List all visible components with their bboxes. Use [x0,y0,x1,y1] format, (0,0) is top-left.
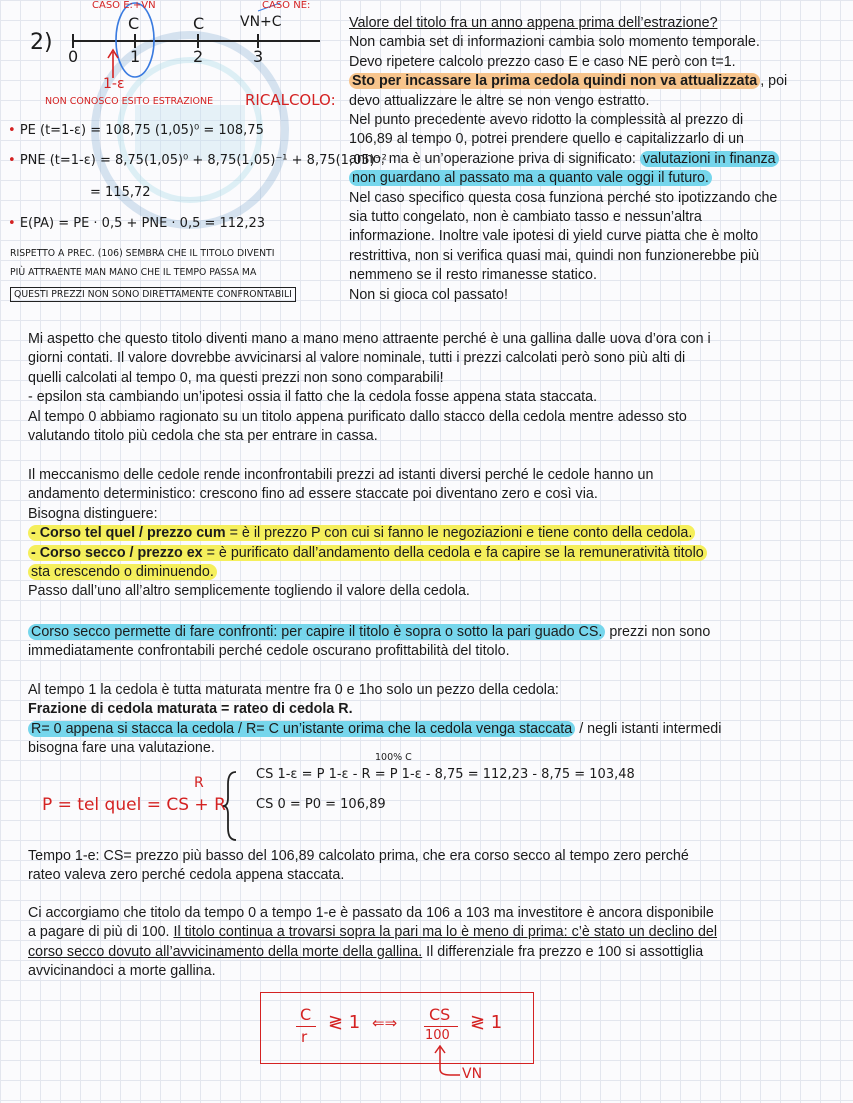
p2-line: Bisogna distinguere: [28,505,158,522]
rc-line-10: Nel caso specifico questa cosa funziona perché sto ipotizzando che [349,189,778,206]
rc-line-7: 106,89 al tempo 0, potrei prendere quello e capitalizzarlo di un [349,131,745,148]
iff-symbol: ⇐⇒ [372,1014,398,1032]
cs0-formula: CS 0 = P0 = 106,89 [256,797,386,812]
recalc-note: RICALCOLO: [245,91,336,109]
mark-bottom-3: 3 [253,47,264,66]
frac-100-den: 100 [425,1028,450,1043]
rel-left: ≷ 1 [328,1012,361,1033]
body-paragraph-5 [28,847,840,886]
p1-line: quelli calcolati al tempo 0, ma questi prezzi non sono comparabili! [28,369,444,386]
p3-line: Corso secco permette di fare confronti: per capire il titolo è sopra o sotto la pari guado CS. prezzi non sono [28,623,840,642]
case-e-label: CASO E:+VN [92,0,156,11]
p2-line: Passo dall’uno all’altro semplicemente togliendo il valore della cedola. [28,583,470,600]
p2-line: andamento deterministico: crescono fino ad essere staccate poi diventano zero e così via. [28,486,598,503]
mark-origin: 0 [68,47,79,66]
p1-line: Mi aspetto che questo titolo diventi mano a mano meno attraente perché è una gallina dalle uova d’ora con i [28,331,711,347]
frac-cs-num: CS [429,1005,451,1024]
p1-line: - epsilon sta cambiando un’ipotesi ossia il fatto che la cedola fosse appena stata staccata. [28,389,598,406]
frac-c-num: C [300,1005,312,1024]
p5-line: Tempo 1-e: CS= prezzo più basso del 106,89 calcolato prima, che era corso secco al tempo zero perché [28,848,689,864]
formula-pe: • PE (t=1-ε) = 108,75 (1,05)⁰ = 108,75 [8,123,264,138]
rc-line-4: Sto per incassare la prima cedola quindi non va attualizzata , poi [349,72,849,91]
cs1-formula: CS 1-ε = P 1-ε - R = P 1-ε - 8,75 = 112,23 - 8,75 = 103,48 [256,767,635,782]
rc-line-9: non guardano al passato ma a quanto vale oggi il futuro. [349,169,849,188]
unknown-outcome-note: NON CONOSCO ESITO ESTRAZIONE [45,96,214,107]
body-paragraph-1 [28,330,840,446]
mark-top-c1: C [128,14,140,33]
p4-line: R= 0 appena si stacca la cedola / R= C un’istante orima che la cedola venga staccata / negli istanti intermedi [28,720,840,739]
formula-pne-result: = 115,72 [90,185,151,200]
rc-line-6: Nel punto precedente avevo ridotto la complessità al prezzo di [349,112,744,129]
mark-top-c2: C [193,14,205,33]
section-number: 2) [30,30,53,55]
p4-line: Frazione di cedola maturata = rateo di cedola R. [28,701,353,718]
p6-line: avvicinandoci a morte gallina. [28,963,216,980]
tel-quel-definition: - Corso tel quel / prezzo cum = è il prezzo P con cui si fanno le negoziazioni e tiene conto della cedola. [28,524,840,543]
p1-line: valutando titolo più cedola che sta per entrare in cassa. [28,428,378,445]
one-minus-eps-label: 1-ε [103,76,125,92]
rel-right: ≷ 1 [470,1012,503,1033]
p2-line: Il meccanismo delle cedole rende inconfrontabili prezzi ad istanti diversi perché le cedole hanno un [28,467,654,483]
rc-line-3: Devo ripetere calcolo prezzo caso E e caso NE però con t=1. [349,53,736,70]
rc-line-2: Non cambia set di informazioni cambia solo momento temporale. [349,34,760,51]
frac-r-den: r [301,1028,308,1046]
body-paragraph-2 [28,466,840,602]
p1-line: giorni contati. Il valore dovrebbe avvicinarsi al valore nominale, tutti i prezzi calcolati però sono più alti di [28,350,686,367]
secco-definition: - Corso secco / prezzo ex = è purificato dall’andamento della cedola e fa capire se la remuneratività titolo [28,544,840,563]
frac-line-right [424,1026,458,1027]
p6-line: corso secco dovuto all’avvicinamento della morte della gallina. Il differenziale fra prezzo e 100 si assottiglia [28,943,704,960]
note-line-2: PIÙ ATTRAENTE MAN MANO CHE IL TEMPO PASSA MA [10,267,257,278]
formula-pne: • PNE (t=1-ε) = 8,75(1,05)⁰ + 8,75(1,05)⁻¹ + 8,75(1,05)⁻² [8,153,387,168]
formula-epa: • E(PA) = PE · 0,5 + PNE · 0,5 = 112,23 [8,216,266,231]
note-line-3: QUESTI PREZZI NON SONO DIRETTAMENTE CONFRONTABILI [10,287,296,302]
mark-bottom-1: 1 [130,47,141,66]
rc-line-15: Non si gioca col passato! [349,286,508,303]
p3-line: immediatamente confrontabili perché cedole oscurano profittabilità del titolo. [28,643,510,660]
body-paragraph-4 [28,681,840,759]
frac-line-left [296,1026,316,1027]
secco-definition-cont: sta crescendo o diminuendo. [28,563,840,582]
p1-line: Al tempo 0 abbiamo ragionato su un titolo appena purificato dallo stacco della cedola mentre adesso sto [28,408,687,425]
r-label: R [194,775,204,791]
rc-line-8: anno, ma è un’operazione priva di significato: valutazioni in finanza [349,150,849,169]
p5-line: rateo valeva zero perché cedola appena staccata. [28,867,345,884]
rc-line-5: devo attualizzare le altre se non vengo estratto. [349,92,650,109]
p4-line: bisogna fare una valutazione. [28,740,215,757]
body-paragraph-6 [28,904,840,982]
right-column-text [349,14,849,305]
mark-top-vnc: VN+C [240,14,282,30]
rc-question: Valore del titolo fra un anno appena prima dell’estrazione? [349,15,718,31]
case-ne-label: CASO NE: [262,0,311,11]
vn-label: VN [462,1066,483,1082]
p6-line: Ci accorgiamo che titolo da tempo 0 a tempo 1-e è passato da 106 a 103 ma investitore è ancora disponibile [28,905,714,921]
rc-line-11: sia tutto congelato, non è cambiato tasso e nessun’altra [349,209,702,226]
tel-quel-formula: P = tel quel = CS + R [42,795,226,815]
rc-line-12: informazione. Inoltre vale ipotesi di yield curve piatta che è molto [349,228,759,245]
brace [222,770,242,842]
body-paragraph-3 [28,623,840,662]
p4-line: Al tempo 1 la cedola è tutta maturata mentre fra 0 e 1ho solo un pezzo della cedola: [28,682,559,698]
cs1-note: 100% C [375,752,412,763]
rc-line-13: restrittiva, non si verifica quasi mai, quindi non funzionerebbe più [349,247,760,264]
mark-bottom-2: 2 [193,47,204,66]
p6-line: a pagare di più di 100. Il titolo continua a trovarsi sopra la pari ma lo è meno di prima: c’è stato un declino del [28,924,718,941]
note-line-1: RISPETTO A PREC. (106) SEMBRA CHE IL TITOLO DIVENTI [10,248,275,259]
rc-line-14: nemmeno se il resto rimanesse statico. [349,267,597,284]
